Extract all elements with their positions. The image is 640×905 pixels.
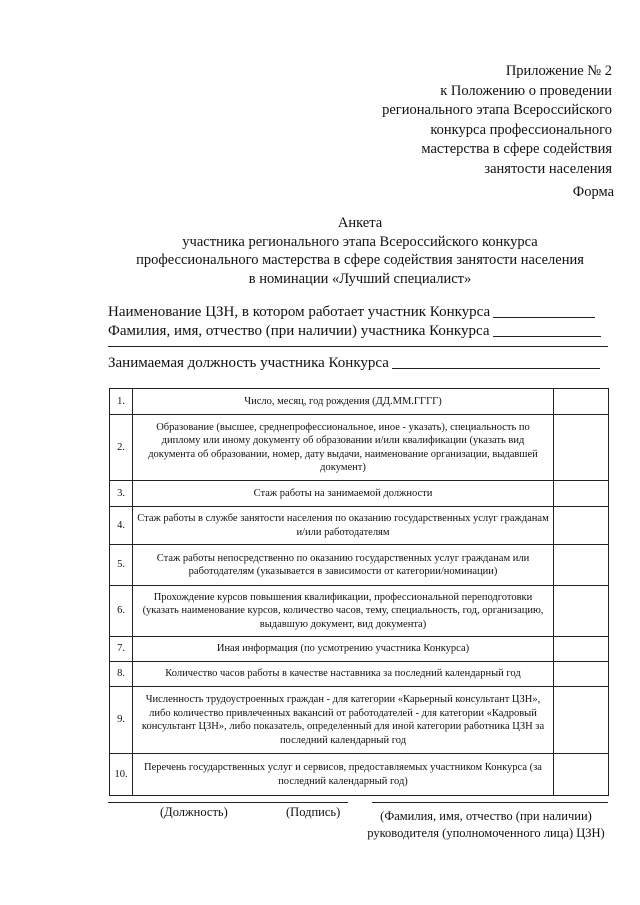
- appendix-line: регионального этапа Всероссийского: [382, 102, 612, 118]
- row-answer-cell[interactable]: [554, 415, 609, 481]
- row-answer-cell[interactable]: [554, 662, 609, 687]
- document-title: [100, 214, 620, 288]
- row-number: 3.: [110, 481, 133, 507]
- czn-name-label: Наименование ЦЗН, в котором работает участник Конкурса: [108, 304, 491, 320]
- position-label: Занимаемая должность участника Конкурса: [108, 355, 389, 371]
- title-line: Анкета: [337, 215, 383, 231]
- czn-name-blank[interactable]: [493, 316, 595, 318]
- table-row: [110, 754, 609, 796]
- table-row: [110, 415, 609, 481]
- row-answer-cell[interactable]: [554, 507, 609, 545]
- row-number: 8.: [110, 662, 133, 687]
- head-name-caption: [360, 808, 612, 842]
- position-blank[interactable]: [392, 367, 600, 369]
- row-number: 2.: [110, 415, 133, 481]
- position-caption: (Должность): [160, 805, 228, 819]
- extra-line: [108, 346, 608, 347]
- table-row: [110, 507, 609, 545]
- row-text: Стаж работы в службе занятости населения по оказанию государственных услуг гражданам и/или работодателям: [133, 507, 554, 545]
- row-answer-cell[interactable]: [554, 481, 609, 507]
- row-number: 4.: [110, 507, 133, 545]
- row-answer-cell[interactable]: [554, 586, 609, 637]
- appendix-line: мастерства в сфере содействия: [421, 141, 612, 157]
- row-answer-cell[interactable]: [554, 389, 609, 415]
- row-text: Стаж работы непосредственно по оказанию государственных услуг гражданам или работодателям (указывается в зависимости от категории/номинации): [133, 545, 554, 586]
- czn-name-field: [108, 304, 595, 321]
- appendix-line: к Положению о проведении: [440, 82, 612, 99]
- appendix-line: конкурса профессионального: [430, 121, 612, 138]
- questionnaire-table: [109, 388, 609, 796]
- position-field: [108, 355, 600, 372]
- row-text: Иная информация (по усмотрению участника Конкурса): [133, 637, 554, 662]
- row-text: Прохождение курсов повышения квалификации, профессиональной переподготовки (указать наименование курсов, количество часов, тему, специальность, год, организацию, выдавшую документ, вид документа): [133, 586, 554, 637]
- form-label: Форма: [572, 184, 614, 200]
- row-answer-cell[interactable]: [554, 637, 609, 662]
- appendix-header: [312, 62, 612, 179]
- row-text: Численность трудоустроенных граждан - для категории «Карьерный консультант ЦЗН», либо количество привлеченных вакансий от работодателей - для категории «Кадровый консультант ЦЗН», либо показатель, определенный для иной категории работника ЦЗН за последний календарный год: [133, 687, 554, 754]
- full-name-field: [108, 323, 601, 340]
- signature-caption: (Подпись): [286, 805, 341, 819]
- appendix-line: занятости населения: [484, 160, 612, 177]
- row-text: Количество часов работы в качестве наставника за последний календарный год: [133, 662, 554, 687]
- row-answer-cell[interactable]: [554, 687, 609, 754]
- row-answer-cell[interactable]: [554, 754, 609, 796]
- row-text: Перечень государственных услуг и сервисов, предоставляемых участником Конкурса (за последний календарный год): [133, 754, 554, 796]
- row-number: 6.: [110, 586, 133, 637]
- row-number: 9.: [110, 687, 133, 754]
- row-number: 5.: [110, 545, 133, 586]
- row-number: 7.: [110, 637, 133, 662]
- table-row: [110, 586, 609, 637]
- table-row: [110, 687, 609, 754]
- table-row: [110, 545, 609, 586]
- table-row: [110, 481, 609, 507]
- table-row: [110, 389, 609, 415]
- head-caption: руководителя (уполномоченного лица) ЦЗН): [367, 826, 605, 840]
- title-line: участника регионального этапа Всероссийского конкурса: [182, 233, 538, 250]
- signature-line-left: [108, 802, 348, 803]
- row-answer-cell[interactable]: [554, 545, 609, 586]
- appendix-line: Приложение № 2: [505, 63, 612, 79]
- table-row: [110, 662, 609, 687]
- table-row: [110, 637, 609, 662]
- row-text: Образование (высшее, среднепрофессиональное, иное - указать), специальность по диплому или иному документу об образовании и/или квалификации (указать вид документа об образовании, номер, дату выдачи, наименование организации, выдавшей документ): [133, 415, 554, 481]
- name-caption: (Фамилия, имя, отчество (при наличии): [380, 809, 592, 823]
- full-name-label: Фамилия, имя, отчество (при наличии) участника Конкурса: [108, 323, 490, 339]
- signature-line-right: [372, 802, 608, 803]
- row-number: 10.: [110, 754, 133, 796]
- full-name-blank[interactable]: [493, 335, 601, 337]
- title-line: в номинации «Лучший специалист»: [248, 270, 472, 287]
- row-text: Стаж работы на занимаемой должности: [133, 481, 554, 507]
- row-text: Число, месяц, год рождения (ДД.ММ.ГГГГ): [133, 389, 554, 415]
- row-number: 1.: [110, 389, 133, 415]
- title-line: профессионального мастерства в сфере содействия занятости населения: [136, 252, 584, 268]
